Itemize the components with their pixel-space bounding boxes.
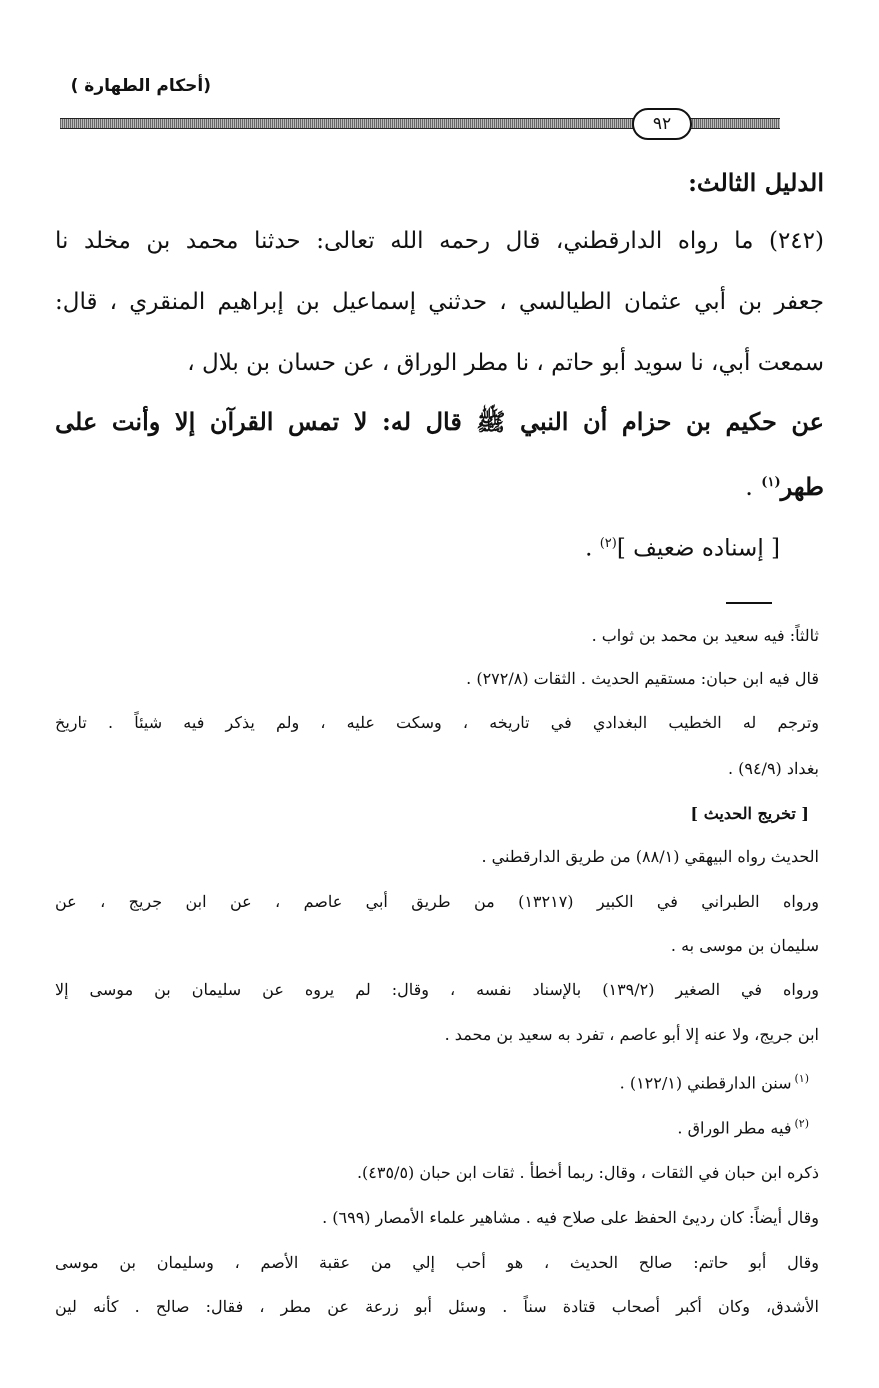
footnote-1 <box>55 1068 809 1094</box>
footnote-line: بغداد (٩٤/٩) . <box>727 759 819 778</box>
footnote-mark: (١) <box>794 1072 809 1085</box>
footnote-line: [ تخريج الحديث ] <box>690 804 809 823</box>
footnote-line: ورواه الطبراني في الكبير (١٣٢١٧) من طريق أبي عاصم ، عن ابن جريج ، عن <box>55 892 819 911</box>
main-line <box>55 468 824 502</box>
footnote-line: الأشدق، وكان أكبر أصحاب قتادة سناً . وسئل أبو زرعة عن مطر ، فقال: صالح . كأنه لين <box>55 1297 819 1316</box>
footnote-text: سنن الدارقطني (١٢٢/١) . <box>619 1073 792 1093</box>
isnad-grade: [ إسناده ضعيف ] <box>616 535 780 562</box>
footnote-separator <box>726 602 772 604</box>
footnote-mark: (٢) <box>794 1117 809 1130</box>
footnote-line: وقال أيضاً: كان رديئ الحفظ على صلاح فيه . مشاهير علماء الأمصار (٦٩٩) . <box>322 1208 819 1227</box>
footnote-line: الحديث رواه البيهقي (٨٨/١) من طريق الدارقطني . <box>481 847 819 866</box>
footnote-ref: (٢) <box>599 536 617 551</box>
footnote-ref: (١) <box>761 475 781 490</box>
footnote-line: ذكره ابن حبان في الثقات ، وقال: ربما أخطأ . ثقات ابن حبان (٤٣٥/٥). <box>356 1163 819 1182</box>
period: . <box>585 535 593 562</box>
page-number: ٩٢ <box>632 108 692 140</box>
footnote-line: سليمان بن موسى به . <box>670 936 819 955</box>
main-line: سمعت أبي، نا سويد أبو حاتم ، نا مطر الوراق ، عن حسان بن بلال ، <box>187 350 824 376</box>
period: . <box>745 473 753 501</box>
hadith-text-end: طهر <box>780 472 824 501</box>
main-line: (٢٤٢) ما رواه الدارقطني، قال رحمه الله تعالى: حدثنا محمد بن مخلد نا <box>55 228 824 254</box>
footnote-line: ورواه في الصغير (١٣٩/٢) بالإسناد نفسه ، وقال: لم يروه عن سليمان بن موسى إلا <box>55 980 820 999</box>
main-line: عن حكيم بن حزام أن النبي ﷺ قال له: لا تمس القرآن إلا وأنت على <box>55 407 824 436</box>
main-line: جعفر بن أبي عثمان الطيالسي ، حدثني إسماعيل بن إبراهيم المنقري ، قال: <box>55 289 824 315</box>
footnote-2 <box>55 1113 809 1139</box>
footnote-line: وترجم له الخطيب البغدادي في تاريخه ، وسكت عليه ، ولم يذكر فيه شيئاً . تاريخ <box>55 713 820 732</box>
section-heading: الدليل الثالث: <box>688 168 824 197</box>
footnote-line: قال فيه ابن حبان: مستقيم الحديث . الثقات (٢٧٢/٨) . <box>466 669 819 688</box>
footnote-line: ثالثاً: فيه سعيد بن محمد بن ثواب . <box>591 626 819 645</box>
running-header-title: (أحكام الطهارة ) <box>70 76 211 96</box>
footnote-line: ابن جريج، ولا عنه إلا أبو عاصم ، تفرد به سعيد بن محمد . <box>444 1025 819 1044</box>
footnote-text: فيه مطر الوراق . <box>677 1118 792 1138</box>
footnote-line: وقال أبو حاتم: صالح الحديث ، هو أحب إلي من عقبة الأصم ، وسليمان بن موسى <box>55 1253 819 1272</box>
main-line <box>55 529 780 564</box>
